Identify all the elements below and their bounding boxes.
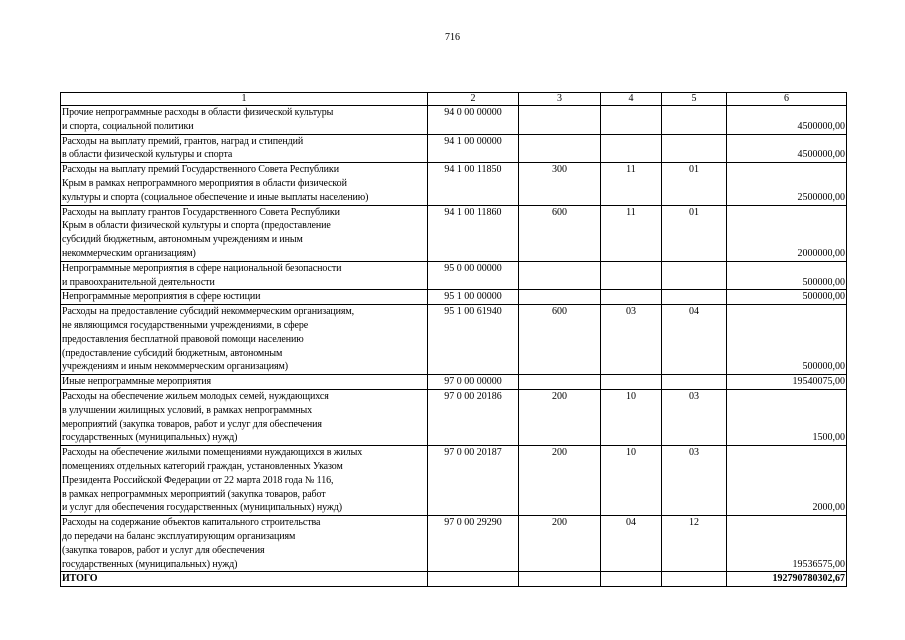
row-col3: 600 xyxy=(519,305,601,375)
row-col4 xyxy=(601,261,662,290)
total-empty-cell xyxy=(428,572,519,587)
row-col3: 200 xyxy=(519,446,601,516)
row-col3 xyxy=(519,375,601,390)
budget-table xyxy=(60,92,847,587)
row-name-line: Крым в рамках непрограммного мероприятия в области физической xyxy=(62,177,347,189)
row-col4 xyxy=(601,290,662,305)
row-col4 xyxy=(601,375,662,390)
row-col5 xyxy=(662,106,727,135)
column-header-2: 2 xyxy=(428,93,519,106)
table-row xyxy=(61,389,847,445)
row-amount: 1500,00 xyxy=(727,389,847,445)
row-code: 95 0 00 00000 xyxy=(428,261,519,290)
row-name xyxy=(61,375,428,390)
row-col4: 10 xyxy=(601,446,662,516)
row-name-line: Прочие непрограммные расходы в области физической культуры xyxy=(62,107,334,118)
row-col3 xyxy=(519,290,601,305)
table-row xyxy=(61,305,847,375)
row-name-line: в рамках непрограммных мероприятий (закупка товаров, работ xyxy=(62,488,326,500)
row-name-line: Непрограммные мероприятия в сфере юстиции xyxy=(62,291,261,303)
row-amount: 2000,00 xyxy=(727,446,847,516)
row-name-line: некоммерческим организациям) xyxy=(62,247,196,259)
row-code: 97 0 00 20187 xyxy=(428,446,519,516)
row-name-line: субсидий бюджетным, автономным учреждениям и иным xyxy=(62,234,303,246)
row-col5: 03 xyxy=(662,446,727,516)
row-col4: 11 xyxy=(601,205,662,261)
row-col5 xyxy=(662,290,727,305)
row-col3 xyxy=(519,106,601,135)
row-code: 94 1 00 00000 xyxy=(428,134,519,163)
row-name-line: в улучшении жилищных условий, в рамках непрограммных xyxy=(62,404,313,416)
table-row xyxy=(61,516,847,572)
row-name-line: Непрограммные мероприятия в сфере национальной безопасности xyxy=(62,262,342,274)
row-name-line: государственных (муниципальных) нужд) xyxy=(62,558,238,570)
row-amount: 2500000,00 xyxy=(727,163,847,205)
row-name-line: не являющимся государственными учреждениями, в сфере xyxy=(62,319,309,331)
row-name xyxy=(61,516,428,572)
row-col5: 01 xyxy=(662,163,727,205)
column-header-3: 3 xyxy=(519,93,601,106)
row-amount: 19540075,00 xyxy=(727,375,847,390)
row-name-line: и правоохранительной деятельности xyxy=(62,276,215,288)
row-name xyxy=(61,305,428,375)
row-amount: 2000000,00 xyxy=(727,205,847,261)
total-amount: 192790780302,67 xyxy=(727,572,847,587)
row-code: 97 0 00 00000 xyxy=(428,375,519,390)
row-name xyxy=(61,290,428,305)
table-row xyxy=(61,290,847,305)
row-name xyxy=(61,163,428,205)
column-header-1: 1 xyxy=(61,93,428,106)
row-name-line: Расходы на обеспечение жилыми помещениями нуждающихся в жилых xyxy=(62,447,363,459)
row-col3: 200 xyxy=(519,516,601,572)
row-col3: 300 xyxy=(519,163,601,205)
row-name-line: в области физической культуры и спорта xyxy=(62,149,233,161)
row-col4: 10 xyxy=(601,389,662,445)
row-col5 xyxy=(662,134,727,163)
row-code: 94 1 00 11860 xyxy=(428,205,519,261)
row-col4 xyxy=(601,134,662,163)
page-number: 716 xyxy=(445,32,460,43)
column-header-5: 5 xyxy=(662,93,727,106)
total-empty-cell xyxy=(662,572,727,587)
row-name-line: Расходы на обеспечение жильем молодых семей, нуждающихся xyxy=(62,390,329,402)
row-name-line: Расходы на выплату премий, грантов, наград и стипендий xyxy=(62,135,304,147)
table-row xyxy=(61,163,847,205)
row-col4 xyxy=(601,106,662,135)
row-code: 97 0 00 20186 xyxy=(428,389,519,445)
row-amount: 19536575,00 xyxy=(727,516,847,572)
row-name-line: и спорта, социальной политики xyxy=(62,120,194,132)
row-name-line: мероприятий (закупка товаров, работ и услуг для обеспечения xyxy=(62,418,322,430)
total-empty-cell xyxy=(519,572,601,587)
row-name xyxy=(61,389,428,445)
row-name xyxy=(61,106,428,135)
table-row xyxy=(61,106,847,135)
row-col5 xyxy=(662,261,727,290)
row-col3 xyxy=(519,261,601,290)
row-amount: 4500000,00 xyxy=(727,134,847,163)
table-row xyxy=(61,261,847,290)
row-name-line: предоставления бесплатной правовой помощи населению xyxy=(62,333,304,345)
row-name-line: Президента Российской Федерации от 22 марта 2018 года № 116, xyxy=(62,474,334,486)
row-code: 95 1 00 00000 xyxy=(428,290,519,305)
table-row xyxy=(61,205,847,261)
table-row xyxy=(61,446,847,516)
row-amount: 500000,00 xyxy=(727,261,847,290)
row-code: 94 1 00 11850 xyxy=(428,163,519,205)
row-code: 95 1 00 61940 xyxy=(428,305,519,375)
table-row xyxy=(61,375,847,390)
row-code: 94 0 00 00000 xyxy=(428,106,519,135)
row-col5: 01 xyxy=(662,205,727,261)
row-name-line: учреждениям и иным некоммерческим организациям) xyxy=(62,361,289,373)
row-amount: 4500000,00 xyxy=(727,106,847,135)
table-row xyxy=(61,134,847,163)
row-name-line: Крым в области физической культуры и спорта (предоставление xyxy=(62,220,331,232)
row-col5 xyxy=(662,375,727,390)
row-col4: 11 xyxy=(601,163,662,205)
row-name-line: помещениях отдельных категорий граждан, установленных Указом xyxy=(62,460,343,472)
table-body xyxy=(61,93,847,587)
row-name-line: и услуг для обеспечения государственных (муниципальных) нужд) xyxy=(62,502,342,514)
row-name-line: Иные непрограммные мероприятия xyxy=(62,376,211,388)
row-col4: 04 xyxy=(601,516,662,572)
row-name xyxy=(61,134,428,163)
row-code: 97 0 00 29290 xyxy=(428,516,519,572)
row-name-line: до передачи на баланс эксплуатирующим организациям xyxy=(62,530,296,542)
row-name-line: Расходы на предоставление субсидий некоммерческим организациям, xyxy=(62,306,355,318)
row-name-line: Расходы на содержание объектов капитального строительства xyxy=(62,517,321,529)
row-col3: 600 xyxy=(519,205,601,261)
row-amount: 500000,00 xyxy=(727,290,847,305)
row-name-line: Расходы на выплату грантов Государственного Совета Республики xyxy=(62,206,340,218)
row-name-line: культуры и спорта (социальное обеспечение и иные выплаты населению) xyxy=(62,191,369,203)
column-header-6: 6 xyxy=(727,93,847,106)
total-label: ИТОГО xyxy=(61,572,428,587)
row-name-line: Расходы на выплату премий Государственного Совета Республики xyxy=(62,164,339,176)
row-name xyxy=(61,446,428,516)
row-col5: 03 xyxy=(662,389,727,445)
row-name xyxy=(61,205,428,261)
total-row xyxy=(61,572,847,587)
row-name-line: (предоставление субсидий бюджетным, автономным xyxy=(62,347,283,359)
row-col3: 200 xyxy=(519,389,601,445)
row-col5: 12 xyxy=(662,516,727,572)
row-name xyxy=(61,261,428,290)
row-col5: 04 xyxy=(662,305,727,375)
row-col3 xyxy=(519,134,601,163)
row-col4: 03 xyxy=(601,305,662,375)
total-empty-cell xyxy=(601,572,662,587)
row-amount: 500000,00 xyxy=(727,305,847,375)
row-name-line: государственных (муниципальных) нужд) xyxy=(62,432,238,444)
row-name-line: (закупка товаров, работ и услуг для обеспечения xyxy=(62,544,265,556)
header-row xyxy=(61,93,847,106)
column-header-4: 4 xyxy=(601,93,662,106)
